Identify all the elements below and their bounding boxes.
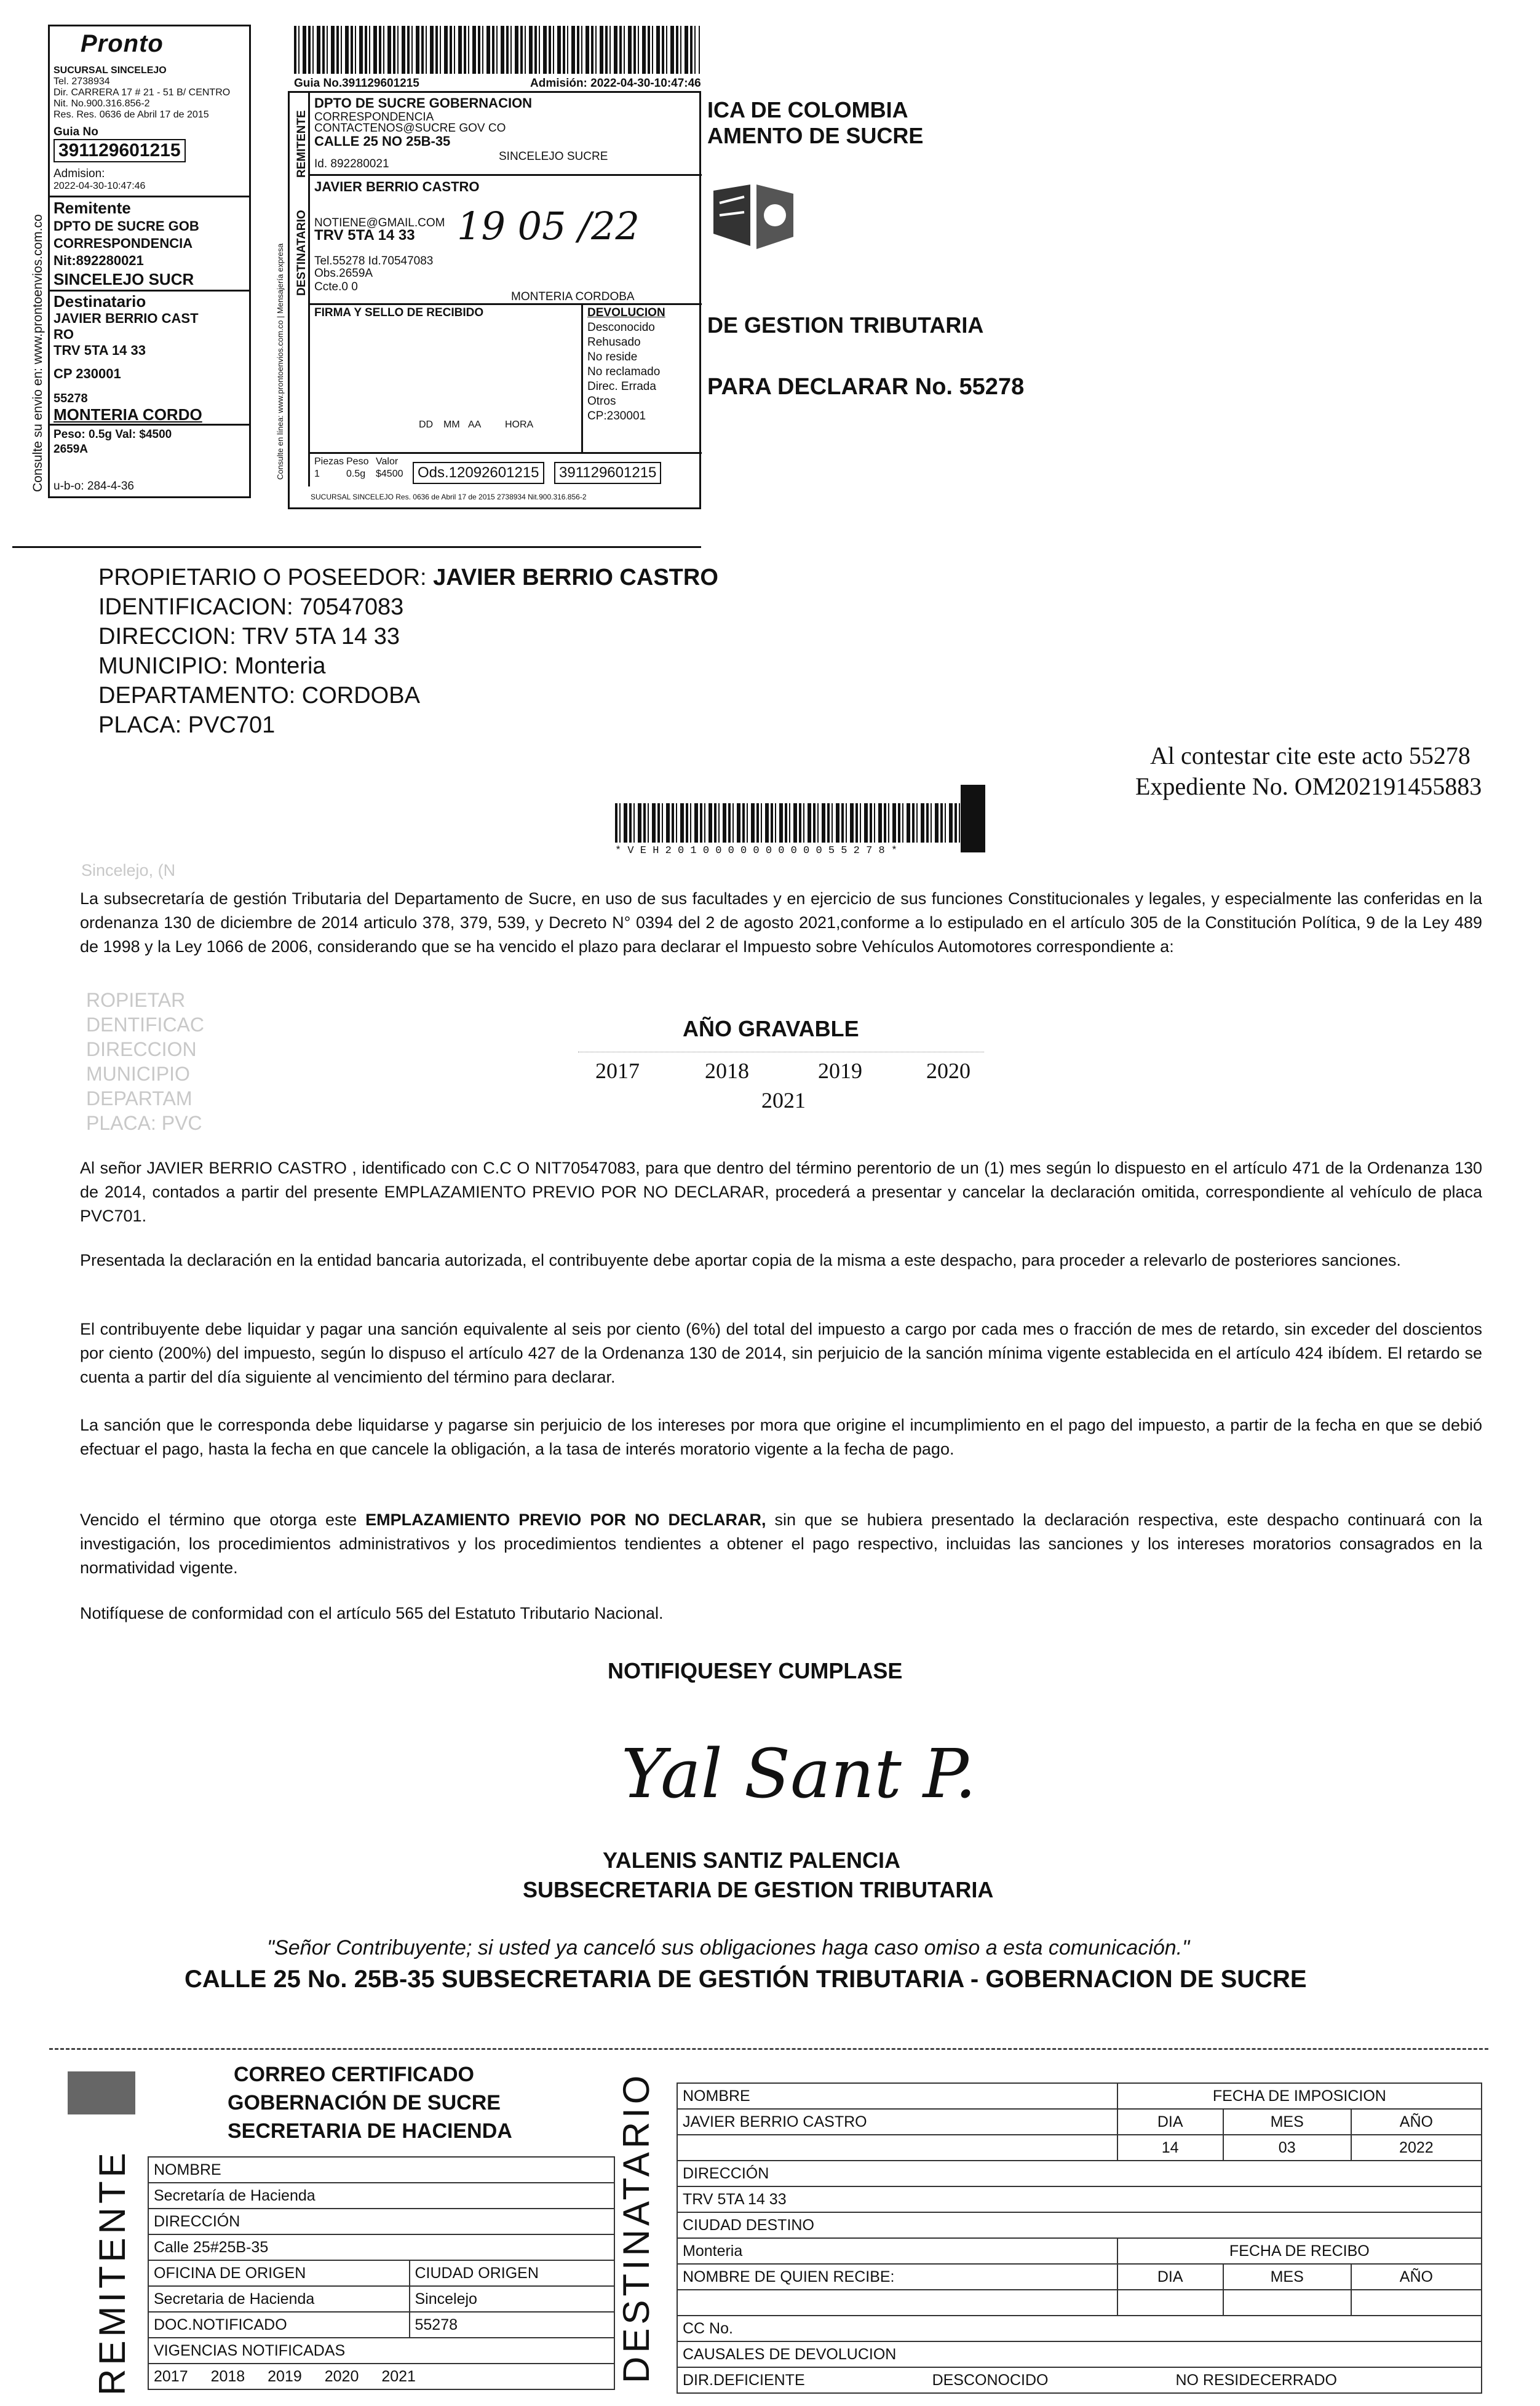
courier-logo: Pronto: [81, 30, 164, 57]
main-destinatario-vertical: DESTINATARIO: [295, 210, 308, 296]
main-destinatario-ccte: Ccte.0 0: [314, 280, 358, 293]
guide-causal-4: CERRADO: [1260, 2371, 1337, 2389]
date-col-hora: HORA: [505, 419, 534, 430]
owner-propietario-label: PROPIETARIO O POSEEDOR:: [98, 565, 427, 590]
courier-address: Dir. CARRERA 17 # 21 - 51 B/ CENTRO: [54, 87, 231, 98]
courier-guia-label: Guia No: [54, 125, 98, 138]
courier-bottom-code: u-b-o: 284-4-36: [54, 480, 134, 493]
courier-admision-date: 2022-04-30-10:47:46: [54, 181, 146, 191]
letterhead-office: DE GESTION TRIBUTARIA: [707, 312, 984, 338]
barcode-text: * V E H 2 0 1 0 0 0 0 0 0 0 0 0 0 5 5 2 7 8 *: [615, 845, 898, 857]
courier-peso: Peso: 0.5g Val: $4500: [54, 428, 172, 441]
ghost-label-1: ROPIETAR: [86, 989, 186, 1011]
paragraph-2: Al señor JAVIER BERRIO CASTRO , identificado con C.C O NIT70547083, para que dentro del término perentorio de un (1) mes según lo dispuesto en el artículo 471 de la Ordenanza 130 de 2014, contados a partir del presente EMPLAZAMIENTO PREVIO POR NO DECLARAR, procederá a presentar y cancelar la declaración omitida, correspondiente al vehículo de placa PVC701.: [80, 1159, 1482, 1225]
devolucion-opt-5: Direc. Errada: [587, 380, 656, 393]
main-destinatario-name: JAVIER BERRIO CASTRO: [314, 179, 480, 194]
main-destinatario-obs: Obs.2659A: [314, 267, 373, 280]
guide-vigencia-3: 2019: [268, 2367, 302, 2385]
ano-gravable-box: [578, 1052, 984, 1053]
owner-propietario-row: [98, 565, 718, 591]
paragraph-4: El contribuyente debe liquidar y pagar una sanción equivalente al seis por ciento (6%) del total del impuesto a cargo por cada mes o fracción de mes de retardo, sin exceder del doscientos por ciento (200%) del impuesto, según lo dispuso el artículo 427 de la Ordenanza 130 de 2014, sin perjuicio de la sanción mínima vigente establecida en el artículo 424 ibídem. El retardo se cuenta a partir del día siguiente al vencimiento del término para declarar.: [80, 1320, 1482, 1386]
guide-dest-nombre-label: NOMBRE: [677, 2083, 1117, 2109]
main-remitente-line-3: CONTACTENOS@SUCRE GOV CO: [314, 122, 506, 135]
paragraph-7: Notifíquese de conformidad con el artículo 565 del Estatuto Tributario Nacional.: [80, 1604, 664, 1622]
paragraph-6-bold: EMPLAZAMIENTO PREVIO POR NO DECLARAR,: [365, 1511, 766, 1529]
reference-expediente: Expediente No. OM202191455883: [1135, 772, 1482, 800]
guide-fecha-col-ano: AÑO: [1351, 2109, 1482, 2135]
ghost-label-3: DIRECCION: [86, 1038, 197, 1060]
guide-doc: 55278: [410, 2312, 615, 2338]
owner-departamento: DEPARTAMENTO: CORDOBA: [98, 683, 420, 709]
guide-remitente-vertical: REMITENTE: [92, 2149, 133, 2396]
guide-dest-nombre: JAVIER BERRIO CASTRO: [677, 2109, 1117, 2135]
guide-recibo-col-dia: DIA: [1117, 2264, 1223, 2290]
year-2017: 2017: [595, 1058, 640, 1083]
devolucion-opt-6: Otros: [587, 395, 616, 408]
piezas-header-2: Peso: [346, 456, 369, 467]
letterhead-title: PARA DECLARAR No. 55278: [707, 374, 1025, 400]
main-destinatario-addr: TRV 5TA 14 33: [314, 227, 415, 244]
guide-dest-ciudad: Monteria: [677, 2238, 1117, 2264]
guide-ciudad-origen: Sincelejo: [410, 2286, 615, 2312]
piezas-value-2: 0.5g: [346, 469, 366, 479]
courier-res: Res. Res. 0636 de Abril 17 de 2015: [54, 109, 209, 120]
guide-causal-1: DIR.DEFICIENTE: [683, 2371, 805, 2389]
guide-destinatario-table: [677, 2082, 1482, 2394]
main-destinatario-tel: Tel.55278 Id.70547083: [314, 255, 434, 268]
ano-gravable-label: AÑO GRAVABLE: [683, 1016, 859, 1041]
guide-causales-label: CAUSALES DE DEVOLUCION: [677, 2341, 1482, 2367]
piezas-header-3: Valor: [376, 456, 399, 467]
document-barcode: [615, 803, 972, 843]
guide-oficina: Secretaria de Hacienda: [148, 2286, 410, 2312]
ghost-label-4: MUNICIPIO: [86, 1063, 190, 1085]
guide-fecha-ano: 2022: [1351, 2135, 1482, 2161]
guide-doc-label: DOC.NOTIFICADO: [148, 2312, 410, 2338]
main-remitente-city: SINCELEJO SUCRE: [499, 150, 608, 163]
guide-vigencias-row: [148, 2364, 614, 2389]
courier-remitente-line-2: CORRESPONDENCIA: [54, 236, 193, 251]
paragraph-3: Presentada la declaración en la entidad bancaria autorizada, el contribuyente debe aportar copia de la misma a este despacho, para proceder a relevarlo de posteriores sanciones.: [80, 1251, 1401, 1269]
guia-box-value: 391129601215: [554, 462, 661, 484]
courier-destinatario-line-6: MONTERIA CORDO: [54, 405, 202, 424]
ghost-label-2: DENTIFICAC: [86, 1014, 204, 1036]
coat-of-arms-icon: [707, 178, 800, 258]
guide-cc-label: CC No.: [677, 2316, 1482, 2341]
main-destinatario-city: MONTERIA CORDOBA: [511, 290, 635, 303]
courier-tel: Tel. 2738934: [54, 76, 110, 87]
guide-fecha-imposicion-label: FECHA DE IMPOSICION: [1117, 2083, 1482, 2109]
guide-rem-nombre-label: NOMBRE: [148, 2157, 614, 2183]
courier-branch: SUCURSAL SINCELEJO: [54, 65, 167, 76]
date-col-dd: DD: [419, 419, 434, 430]
guide-causales-row: [677, 2367, 1482, 2393]
devolucion-opt-4: No reclamado: [587, 365, 661, 378]
courier-destinatario-line-5: 55278: [54, 392, 88, 405]
devolucion-opt-1: Desconocido: [587, 321, 655, 334]
date-col-mm: MM: [443, 419, 460, 430]
paragraph-6: [80, 1508, 1482, 1580]
guide-vigencia-4: 2020: [324, 2367, 359, 2385]
owner-propietario: JAVIER BERRIO CASTRO: [433, 565, 718, 590]
courier-remitente-line-3: Nit:892280021: [54, 253, 144, 268]
guide-header-3: SECRETARIA DE HACIENDA: [228, 2119, 512, 2143]
courier-destinatario-line-1: JAVIER BERRIO CAST: [54, 311, 199, 326]
firma-label: FIRMA Y SELLO DE RECIBIDO: [314, 306, 484, 319]
ghost-place: Sincelejo, (N: [81, 861, 176, 879]
guide-fecha-recibo-label: FECHA DE RECIBO: [1117, 2238, 1482, 2264]
ghost-label-5: DEPARTAM: [86, 1087, 193, 1110]
piezas-header-1: Piezas: [314, 456, 344, 467]
guide-causal-3: NO RESIDE: [1175, 2371, 1260, 2389]
year-2020: 2020: [926, 1058, 970, 1083]
main-remitente-line-4: CALLE 25 NO 25B-35: [314, 133, 451, 149]
piezas-value-3: $4500: [376, 469, 403, 479]
devolucion-opt-3: No reside: [587, 351, 638, 363]
guide-fecha-mes: 03: [1223, 2135, 1351, 2161]
guide-dest-direccion: TRV 5TA 14 33: [677, 2186, 1482, 2212]
notice: "Señor Contribuyente; si usted ya canceló sus obligaciones haga caso omiso a esta comunicación.": [267, 1936, 1190, 1959]
courier-remitente-line-1: DPTO DE SUCRE GOB: [54, 218, 199, 234]
piezas-value-1: 1: [314, 469, 320, 479]
handwritten-date: 19 05 /22: [457, 204, 640, 248]
signer-name: YALENIS SANTIZ PALENCIA: [603, 1848, 901, 1873]
devolucion-cp: CP:230001: [587, 410, 646, 423]
guide-oficina-label: OFICINA DE ORIGEN: [148, 2260, 410, 2286]
guide-cut-line: [49, 2048, 1488, 2050]
guide-causal-2: DESCONOCIDO: [932, 2371, 1049, 2389]
main-remitente-line-2: CORRESPONDENCIA: [314, 111, 434, 124]
address-footer: CALLE 25 No. 25B-35 SUBSECRETARIA DE GESTIÓN TRIBUTARIA - GOBERNACION DE SUCRE: [185, 1966, 1307, 1993]
owner-identificacion: IDENTIFICACION: 70547083: [98, 594, 404, 620]
courier-nit: Nit. No.900.316.856-2: [54, 98, 150, 109]
devolucion-label: DEVOLUCION: [587, 306, 665, 319]
courier-admision-label: Admision:: [54, 167, 105, 180]
year-2019: 2019: [818, 1058, 862, 1083]
guide-header-2: GOBERNACIÓN DE SUCRE: [228, 2091, 501, 2114]
courier-ref: 2659A: [54, 443, 88, 456]
date-col-aa: AA: [468, 419, 482, 430]
courier-footer-line: SUCURSAL SINCELEJO Res. 0636 de Abril 17 de 2015 2738934 Nit.900.316.856-2: [311, 493, 587, 501]
main-label-box: [288, 91, 701, 509]
courier-destinatario-line-2: RO: [54, 327, 74, 342]
main-remitente-id: Id. 892280021: [314, 157, 389, 170]
guide-dest-ciudad-label: CIUDAD DESTINO: [677, 2212, 1482, 2238]
letterhead-line-1: ICA DE COLOMBIA: [707, 97, 908, 122]
guide-ciudad-origen-label: CIUDAD ORIGEN: [410, 2260, 615, 2286]
courier-guia-number: 391129601215: [54, 139, 186, 162]
main-remitente-vertical: REMITENTE: [295, 110, 308, 178]
reference-acto: Al contestar cite este acto 55278: [1150, 742, 1471, 769]
guide-vigencia-1: 2017: [154, 2367, 188, 2385]
guide-recibo-col-ano: AÑO: [1351, 2264, 1482, 2290]
closing: NOTIFIQUESEY CUMPLASE: [608, 1658, 903, 1683]
paragraph-1: La subsecretaría de gestión Tributaria del Departamento de Sucre, en uso de sus facultades y en ejercicio de sus funciones Constitucionales y legales, y especialmente las conferidas en la ordenanza 130 de diciembre de 2014 articulo 378, 379, 539, y Decreto N° 0394 del 2 de agosto 2021,conforme a lo estipulado en el artículo 305 de la Constitución Política, 9 de la Ley 489 de 1998 y la Ley 1066 de 2006, considerando que se ha vencido el plazo para declarar el Impuesto sobre Vehículos Automotores correspondiente a:: [80, 889, 1482, 956]
ghost-label-6: PLACA: PVC: [86, 1112, 202, 1134]
courier-destinatario-label: Destinatario: [54, 292, 146, 311]
guide-fecha-dia: 14: [1117, 2135, 1223, 2161]
guide-logo-icon: [68, 2071, 135, 2114]
guide-rem-nombre: Secretaría de Hacienda: [148, 2183, 614, 2209]
guide-remitente-table: [148, 2156, 615, 2390]
guide-vigencia-5: 2021: [381, 2367, 416, 2385]
guide-vigencia-2: 2018: [210, 2367, 245, 2385]
guide-dest-direccion-label: DIRECCIÓN: [677, 2161, 1482, 2186]
guide-fecha-col-mes: MES: [1223, 2109, 1351, 2135]
guide-recibo-col-mes: MES: [1223, 2264, 1351, 2290]
paragraph-6-pre: Vencido el término que otorga este: [80, 1511, 366, 1529]
guide-destinatario-vertical: DESTINATARIO: [616, 2071, 657, 2383]
year-2018: 2018: [705, 1058, 749, 1083]
owner-direccion: DIRECCION: TRV 5TA 14 33: [98, 624, 400, 649]
guide-fecha-col-dia: DIA: [1117, 2109, 1223, 2135]
top-separator: [12, 546, 701, 548]
courier-side-text: Consulte su envio en: www.prontoenvios.com.co: [31, 214, 45, 492]
guide-header-1: CORREO CERTIFICADO: [234, 2063, 474, 2086]
courier-remitente-line-4: SINCELEJO SUCR: [54, 270, 194, 288]
signature: Yal Sant P.: [621, 1734, 977, 1813]
main-guia: Guia No.391129601215: [294, 77, 419, 90]
main-side-text: Consulte en línea: www.prontoenvios.com.co | Mensajería expresa: [276, 243, 285, 480]
main-destinatario-email: NOTIENE@GMAIL.COM: [314, 216, 445, 229]
main-remitente-line-1: DPTO DE SUCRE GOBERNACION: [314, 95, 533, 111]
owner-municipio: MUNICIPIO: Monteria: [98, 653, 326, 679]
guide-vigencias-label: VIGENCIAS NOTIFICADAS: [148, 2338, 614, 2364]
courier-barcode: [294, 26, 700, 74]
year-2021: 2021: [761, 1088, 806, 1113]
courier-destinatario-line-3: TRV 5TA 14 33: [54, 343, 146, 358]
devolucion-opt-2: Rehusado: [587, 336, 641, 349]
paragraph-5: La sanción que le corresponda debe liquidarse y pagarse sin perjuicio de los intereses por mora que origine el incumplimiento en el pago del impuesto, a partir de la fecha en que se debió efectuar el pago, hasta la fecha en que cancele la obligación, a la tasa de interés moratorio vigente a la fecha de pago.: [80, 1416, 1482, 1458]
ods-value: Ods.12092601215: [413, 462, 544, 484]
guide-quien-recibe-label: NOMBRE DE QUIEN RECIBE:: [677, 2264, 1117, 2290]
signer-title: SUBSECRETARIA DE GESTION TRIBUTARIA: [523, 1877, 994, 1902]
paragraph-6-post: sin que se hubiera presentado la declaración respectiva, este despacho continuará con la investigación, los procedimientos administrativos y los procedimientos tendientes a obtener el pago respectivo, incluidas las sanciones y los intereses moratorios consagrados en la normatividad vigente.: [80, 1511, 1482, 1577]
guide-rem-direccion: Calle 25#25B-35: [148, 2234, 614, 2260]
main-admision: Admisión: 2022-04-30-10:47:46: [530, 77, 701, 90]
owner-placa: PLACA: PVC701: [98, 712, 276, 738]
courier-remitente-label: Remitente: [54, 199, 131, 217]
letterhead-line-2: AMENTO DE SUCRE: [707, 123, 924, 148]
guide-rem-direccion-label: DIRECCIÓN: [148, 2209, 614, 2234]
courier-destinatario-line-4: CP 230001: [54, 366, 121, 381]
document-barcode-end: [961, 785, 985, 852]
courier-stub: [48, 25, 251, 498]
